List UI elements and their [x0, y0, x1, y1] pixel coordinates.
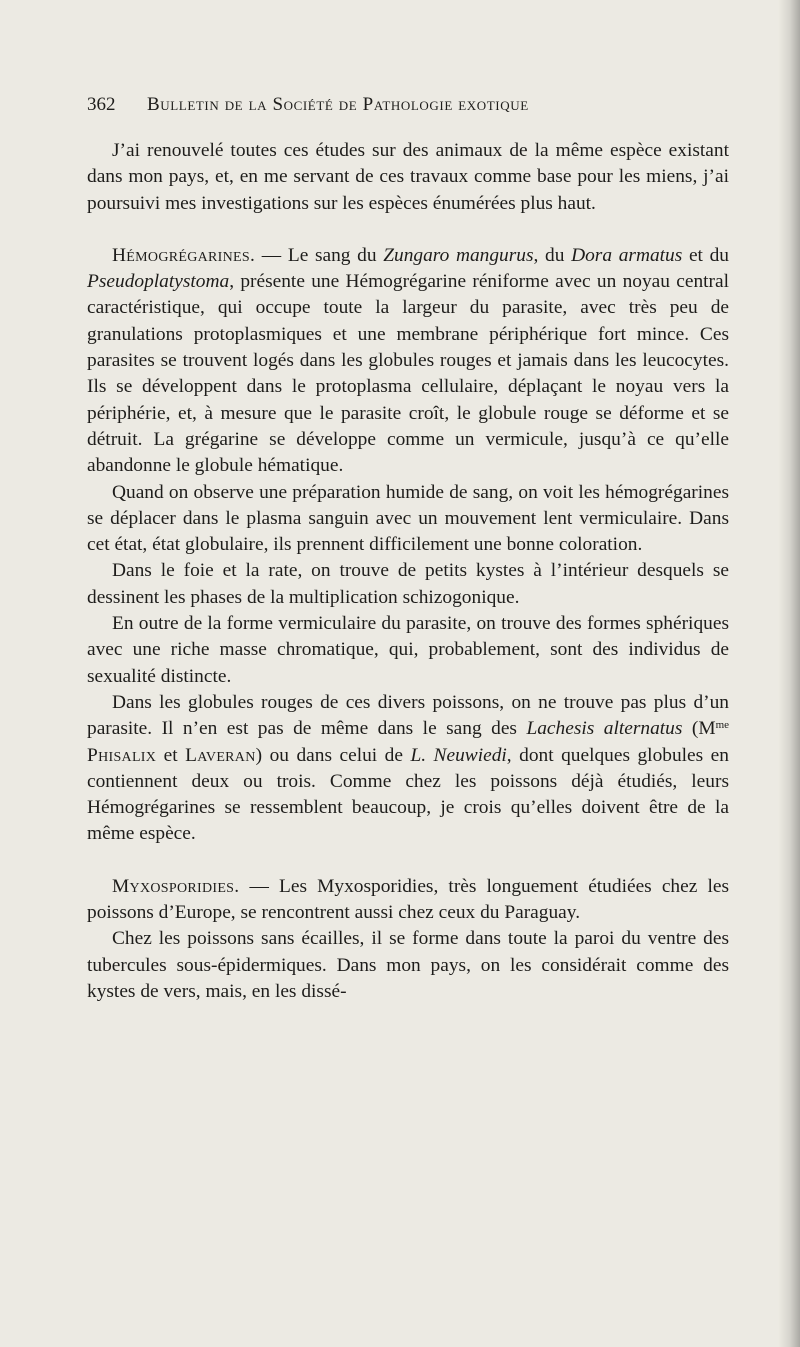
text-run: et: [156, 744, 186, 766]
paragraph-red-globules: [87, 690, 729, 848]
species-name: Zungaro mangurus: [383, 244, 534, 266]
paragraph-wet-preparation: Quand on observe une préparation humide de sang, on voit les hémogrégarines se déplacer dans le plasma sanguin avec un mouvement lent vermiculaire. Dans cet état, état globulaire, ils prennent difficilement une bonne coloration.: [87, 481, 729, 556]
text-run: et du: [682, 244, 729, 266]
running-title: Bulletin de la Société de Pathologie exotique: [147, 94, 529, 115]
paragraph-hemogregarines: [87, 243, 729, 480]
text-run: — Les Myxosporidies, très longuement étudiées chez les poissons d’Europe, se rencontrent aussi chez ceux du Paraguay.: [87, 875, 729, 924]
text-run: , dont quelques globules en contiennent deux ou trois. Comme chez les poissons déjà étudiés, leurs Hémogrégarines se ressemblent beaucoup, je crois qu’elles doivent être de la même espèce.: [87, 744, 729, 845]
text-run: Dans les globules rouges de ces divers poissons, on ne trouve pas plus d’un parasite. Il n’en est pas de même dans le sang des: [87, 691, 729, 740]
paragraph-spherical-forms: En outre de la forme vermiculaire du parasite, on trouve des formes sphériques avec une riche masse chromatique, qui, probablement, sont des individus de sexualité distincte.: [87, 613, 729, 687]
paragraph-intro: J’ai renouvelé toutes ces études sur des animaux de la même espèce existant dans mon pays, et, en me servant de ces travaux comme base pour les miens, j’ai poursuivi mes investigations sur les espèces énumérées plus haut.: [87, 140, 729, 214]
author-name: Laveran: [185, 744, 256, 766]
species-name: Lachesis alternatus: [526, 718, 683, 740]
running-header: [87, 93, 737, 117]
paragraph-scaleless-fish: Chez les poissons sans écailles, il se forme dans toute la paroi du ventre des tubercules sous-épidermiques. Dans mon pays, on les considérait comme des kystes de vers, mais, en les dissé-: [87, 928, 729, 1002]
section-heading-myxosporidies: Myxosporidies.: [112, 875, 240, 897]
author-name: Phisalix: [87, 744, 157, 766]
section-heading-hemogregarines: Hémogrégarines.: [112, 244, 256, 266]
paragraph-liver-spleen: Dans le foie et la rate, on trouve de petits kystes à l’intérieur desquels se dessinent les phases de la multiplication schizogonique.: [87, 560, 729, 608]
species-name: Dora armatus: [571, 244, 683, 266]
page-spine-shadow: [778, 0, 800, 1347]
text-run: ) ou dans celui de: [255, 744, 411, 766]
article-body: [87, 138, 729, 1005]
paragraph-myxosporidies: [87, 874, 729, 927]
text-run: , présente une Hémogrégarine réniforme avec un noyau central caractéristique, qui occupe toute la largeur du parasite, avec très peu de granulations protoplasmiques et une membrane périphérique fort mince. Ces parasites se trouvent logés dans les globules rouges et jamais dans les leucocytes. Ils se développent dans le protoplasma cellulaire, déplaçant le noyau vers la périphérie, et, à mesure que le parasite croît, le globule rouge se déforme et se détruit. La grégarine se développe comme un vermicule, jusqu’à ce qu’elle abandonne le globule hématique.: [87, 271, 729, 477]
superscript: me: [715, 719, 730, 732]
text-run: — Le sang du: [255, 244, 384, 266]
species-name: L. Neuwiedi: [410, 744, 507, 766]
text-run: (M: [682, 718, 716, 740]
text-run: , du: [533, 244, 572, 266]
page-number: 362: [87, 94, 116, 115]
species-name: Pseudoplatystoma: [87, 271, 230, 293]
